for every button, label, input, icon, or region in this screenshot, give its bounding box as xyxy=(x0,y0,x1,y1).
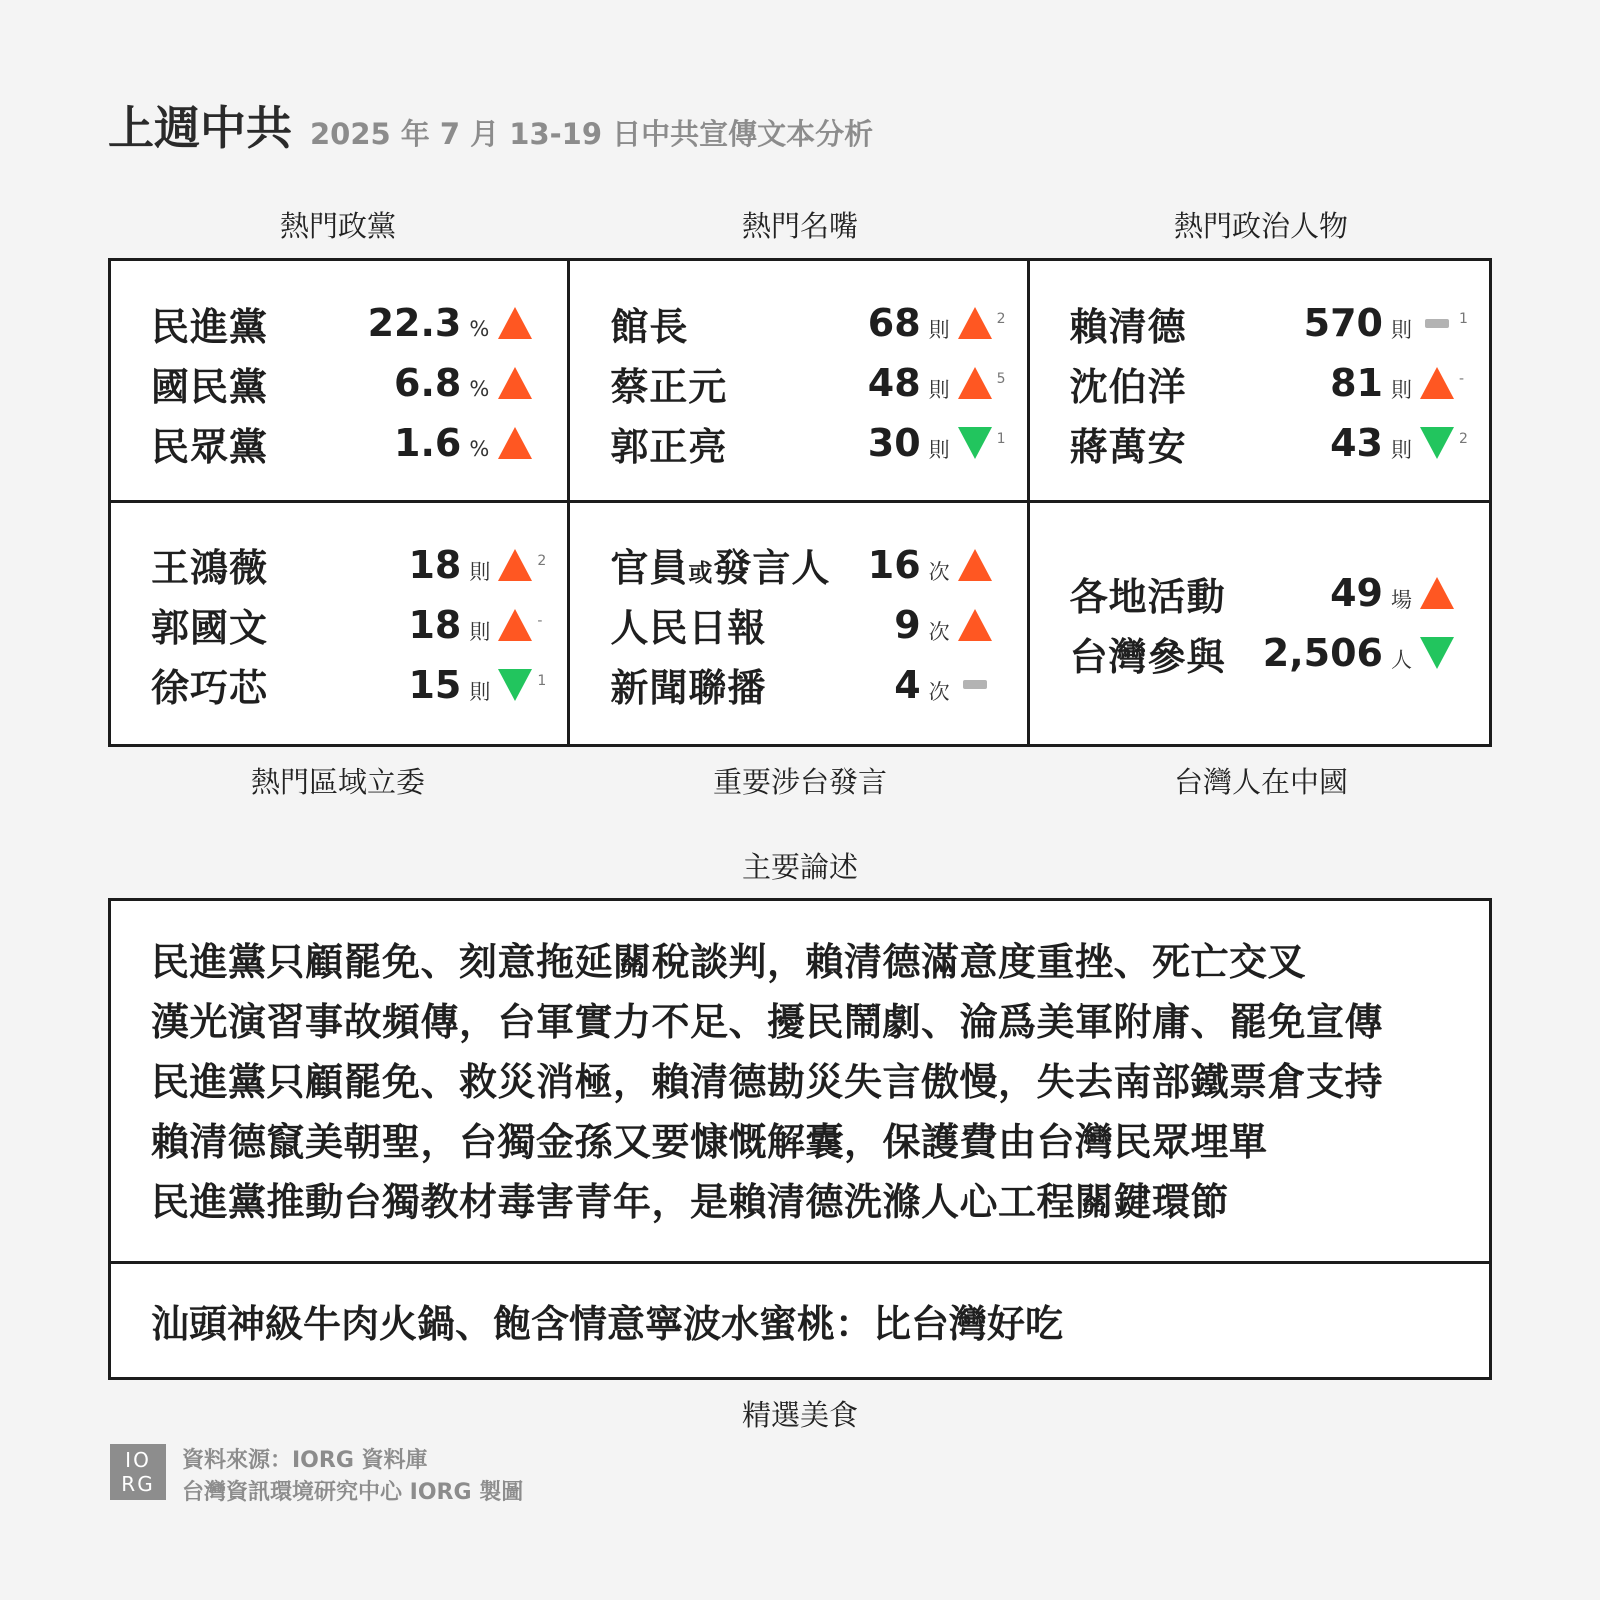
ranking-row xyxy=(1070,353,1471,413)
panel-legislators xyxy=(111,503,570,745)
entity-value: 49 xyxy=(1330,571,1383,616)
entity-name: 民眾黨 xyxy=(151,424,269,469)
entity-name: 蔡正元 xyxy=(610,364,728,409)
title-row xyxy=(108,92,873,158)
entity-value: 18 xyxy=(408,602,462,647)
caption-statements: 重要涉台發言 xyxy=(712,765,887,799)
logo-top: IO xyxy=(125,1448,151,1472)
entity-value: 15 xyxy=(408,662,462,707)
claim-line: 民進黨只顧罷免、救災消極，賴清德勘災失言傲慢，失去南部鐵票倉支持 xyxy=(151,1060,1384,1104)
rank-change: 2 xyxy=(996,311,1006,327)
entity-name: 沈伯洋 xyxy=(1069,364,1187,409)
claims-box xyxy=(108,898,1492,1380)
trend-up-icon xyxy=(957,547,993,583)
entity-value: 570 xyxy=(1303,301,1383,345)
trend-up-icon xyxy=(497,547,533,583)
trend-flat-icon xyxy=(957,667,993,703)
trend-shape xyxy=(1425,319,1449,328)
value-unit: 次 xyxy=(928,559,950,584)
ranking-row xyxy=(610,655,1008,715)
trend-shape xyxy=(498,549,532,581)
trend-down-icon xyxy=(497,667,533,703)
ranking-grid xyxy=(108,258,1492,747)
entity-value: 9 xyxy=(894,602,921,647)
caption-taiwanese: 台灣人在中國 xyxy=(1173,765,1348,799)
value-unit: 則 xyxy=(469,559,491,584)
entity-value: 1.6 xyxy=(394,421,462,465)
trend-shape xyxy=(958,549,992,581)
entity-value: 16 xyxy=(867,542,921,587)
trend-shape xyxy=(1420,637,1454,669)
ranking-row xyxy=(610,535,1008,595)
caption-parties: 熱門政黨 xyxy=(279,209,396,243)
ranking-row xyxy=(1070,413,1471,473)
trend-up-icon xyxy=(957,365,993,401)
panel-statements xyxy=(570,503,1029,745)
data-source: 資料來源：IORG 資料庫 xyxy=(182,1448,428,1473)
value-unit: 場 xyxy=(1391,588,1412,613)
ranking-row xyxy=(610,595,1008,655)
panel-taiwanese xyxy=(1030,503,1489,745)
credit-line: 台灣資訊環境研究中心 IORG 製圖 xyxy=(182,1480,524,1505)
trend-up-icon xyxy=(957,305,993,341)
value-unit: 則 xyxy=(928,378,950,402)
entity-value: 68 xyxy=(867,301,921,345)
claim-line: 民進黨只顧罷免、刻意拖延關稅談判，賴清德滿意度重挫、死亡交叉 xyxy=(151,940,1307,984)
trend-up-icon xyxy=(497,607,533,643)
entity-name: 館長 xyxy=(610,304,689,349)
entity-name: 人民日報 xyxy=(610,606,767,650)
trend-up-icon xyxy=(1419,575,1455,611)
ranking-row xyxy=(151,353,549,413)
caption-politicians: 熱門政治人物 xyxy=(1173,209,1348,243)
trend-up-icon xyxy=(957,607,993,643)
entity-value: 6.8 xyxy=(394,361,462,405)
entity-name: 民進黨 xyxy=(151,304,269,349)
panel-pundits xyxy=(570,261,1029,503)
ranking-row xyxy=(1070,563,1471,623)
panel-parties xyxy=(111,261,570,503)
entity-name: 台灣參與 xyxy=(1069,634,1226,679)
entity-name: 國民黨 xyxy=(151,364,269,409)
ranking-row xyxy=(610,293,1008,353)
trend-shape xyxy=(958,307,992,339)
entity-value: 22.3 xyxy=(367,301,462,345)
trend-shape xyxy=(1420,577,1454,609)
rank-change: 1 xyxy=(537,672,547,689)
value-unit: % xyxy=(469,437,490,461)
trend-shape xyxy=(958,427,992,459)
entity-value: 4 xyxy=(894,662,921,707)
ranking-row xyxy=(1070,293,1471,353)
page-subtitle: 2025 年 7 月 13-19 日中共宣傳文本分析 xyxy=(310,117,874,151)
entity-name: 王鴻薇 xyxy=(151,546,269,590)
logo-bottom: RG xyxy=(121,1472,155,1496)
entity-name: 郭國文 xyxy=(151,606,269,650)
caption-food: 精選美食 xyxy=(741,1398,858,1432)
entity-value: 48 xyxy=(867,361,921,405)
featured-food: 汕頭神級牛肉火鍋、飽含情意寧波水蜜桃：比台灣好吃 xyxy=(151,1302,1064,1346)
trend-up-icon xyxy=(497,365,533,401)
trend-down-icon xyxy=(957,425,993,461)
trend-down-icon xyxy=(1419,425,1455,461)
rank-change: - xyxy=(1459,371,1465,387)
value-unit: % xyxy=(469,377,490,401)
entity-name: 官員或發言人 xyxy=(610,546,831,590)
entity-value: 2,506 xyxy=(1262,631,1383,676)
trend-up-icon xyxy=(1419,365,1455,401)
value-unit: 則 xyxy=(469,679,491,704)
rank-change: - xyxy=(537,612,543,629)
ranking-row xyxy=(151,655,549,715)
trend-shape xyxy=(963,680,987,689)
claim-line: 賴清德竄美朝聖，台獨金孫又要慷慨解囊，保護費由台灣民眾埋單 xyxy=(151,1120,1268,1164)
rank-change: 1 xyxy=(996,431,1006,447)
ranking-row xyxy=(151,535,549,595)
value-unit: 則 xyxy=(928,438,950,462)
trend-shape xyxy=(1420,427,1454,459)
entity-name: 蔣萬安 xyxy=(1069,424,1187,469)
page-title: 上週中共 xyxy=(108,101,292,155)
entity-name: 新聞聯播 xyxy=(610,666,767,710)
value-unit: 次 xyxy=(928,679,950,704)
entity-value: 43 xyxy=(1330,421,1383,465)
trend-up-icon xyxy=(497,425,533,461)
entity-name: 郭正亮 xyxy=(610,424,728,469)
value-unit: 則 xyxy=(1391,378,1412,402)
caption-legislators: 熱門區域立委 xyxy=(250,765,425,799)
panel-politicians xyxy=(1030,261,1489,503)
ranking-row xyxy=(151,293,549,353)
value-unit: 人 xyxy=(1391,648,1412,673)
claim-line: 民進黨推動台獨教材毒害青年，是賴清德洗滌人心工程關鍵環節 xyxy=(151,1180,1230,1224)
entity-value: 18 xyxy=(408,542,462,587)
rank-change: 5 xyxy=(996,371,1006,387)
entity-name: 各地活動 xyxy=(1069,574,1226,619)
claim-line: 漢光演習事故頻傳，台軍實力不足、擾民鬧劇、淪爲美軍附庸、罷免宣傳 xyxy=(151,1000,1384,1044)
ranking-row xyxy=(1070,623,1471,683)
trend-down-icon xyxy=(1419,635,1455,671)
trend-shape xyxy=(958,367,992,399)
rank-change: 2 xyxy=(1459,431,1468,447)
trend-up-icon xyxy=(497,305,533,341)
value-unit: 則 xyxy=(469,619,491,644)
ranking-row xyxy=(151,413,549,473)
entity-name: 賴清德 xyxy=(1069,304,1187,349)
trend-shape xyxy=(958,609,992,641)
value-unit: 次 xyxy=(928,619,950,644)
rank-change: 2 xyxy=(537,552,547,569)
ranking-row xyxy=(151,595,549,655)
trend-shape xyxy=(498,669,532,701)
entity-value: 30 xyxy=(867,421,921,465)
trend-shape xyxy=(498,367,532,399)
trend-flat-icon xyxy=(1419,305,1455,341)
entity-name: 徐巧芯 xyxy=(151,666,269,710)
value-unit: 則 xyxy=(1391,318,1412,342)
caption-claims: 主要論述 xyxy=(741,850,858,884)
trend-shape xyxy=(498,609,532,641)
trend-shape xyxy=(498,427,532,459)
entity-value: 81 xyxy=(1330,361,1383,405)
value-unit: 則 xyxy=(928,318,950,342)
claims-list xyxy=(111,901,1489,1264)
trend-shape xyxy=(1420,367,1454,399)
value-unit: % xyxy=(469,317,490,341)
ranking-row xyxy=(610,413,1008,473)
rank-change: 1 xyxy=(1459,311,1468,327)
caption-pundits: 熱門名嘴 xyxy=(741,209,858,243)
iorg-logo xyxy=(110,1444,166,1500)
ranking-row xyxy=(610,353,1008,413)
trend-shape xyxy=(498,307,532,339)
value-unit: 則 xyxy=(1391,438,1412,462)
